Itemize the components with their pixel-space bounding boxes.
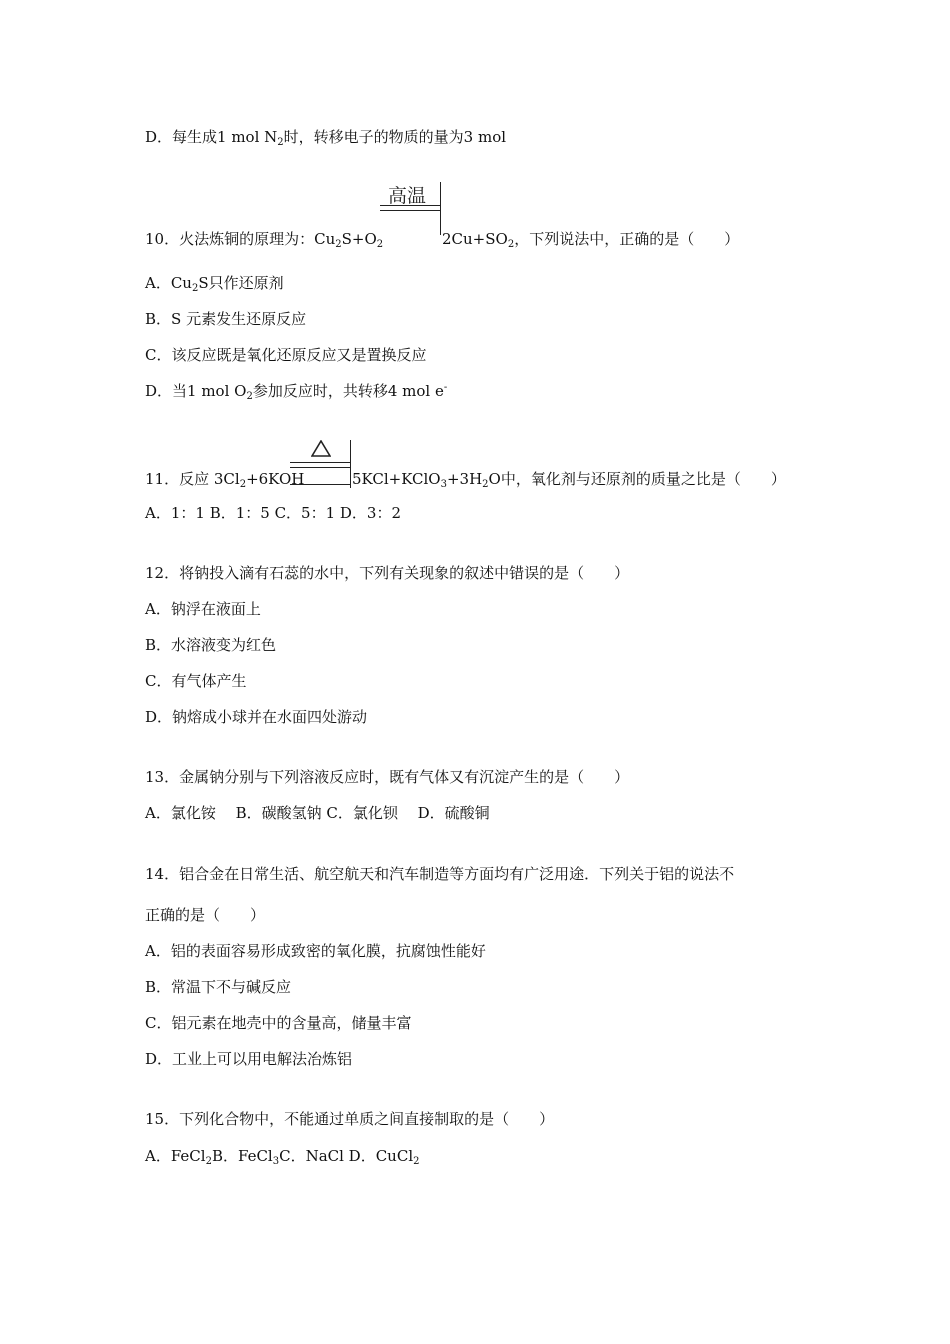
q11-stem: [145, 469, 304, 489]
subscript: 2: [277, 137, 284, 148]
subscript: 2: [205, 1156, 212, 1167]
q15-option-b: B．FeCl: [211, 1147, 273, 1165]
q11-condition-line-upper: [290, 462, 350, 463]
q12-option-a: A．钠浮在液面上: [145, 600, 261, 618]
q10-stem-text-b: S+O: [341, 230, 377, 248]
q10-option-d: [145, 381, 447, 401]
subscript: 2: [191, 283, 199, 294]
q10-stem-text-d: ，下列说法中，正确的是（ ）: [514, 230, 740, 248]
q14-option-a: A．铝的表面容易形成致密的氧化膜，抗腐蚀性能好: [145, 942, 486, 960]
q11-stem-products: [352, 469, 786, 489]
q11-options: A．1：1 B．1：5 C．5：1 D．3：2: [145, 504, 402, 522]
subscript: 3: [272, 1156, 280, 1167]
q14-option-b: B．常温下不与碱反应: [145, 978, 292, 996]
subscript: 2: [482, 479, 489, 490]
subscript: 2: [335, 239, 342, 250]
q13-stem: 13．金属钠分别与下列溶液反应时，既有气体又有沉淀产生的是（ ）: [145, 768, 630, 786]
q10-option-a-text-end: S只作还原剂: [198, 274, 284, 292]
q10-stem-text: 10．火法炼铜的原理为：Cu: [145, 230, 336, 248]
q9-option-d-text: D．每生成1 mol N: [145, 128, 278, 146]
q11-condition-line-lower: [290, 467, 350, 468]
q14-stem-line1: 14．铝合金在日常生活、航空航天和汽车制造等方面均有广泛用途．下列关于铝的说法不: [145, 865, 735, 883]
q10-condition-divider: [440, 182, 441, 235]
q9-option-d-text-end: 时，转移电子的物质的量为3 mol: [283, 128, 507, 146]
q14-option-d: D．工业上可以用电解法冶炼铝: [145, 1050, 353, 1068]
q10-option-a-text: A．Cu: [145, 274, 192, 292]
q10-option-b: B．S 元素发生还原反应: [145, 310, 307, 328]
subscript: 2: [413, 1156, 420, 1167]
q11-stem-text: 11．反应 3Cl: [145, 470, 240, 488]
q12-stem: 12．将钠投入滴有石蕊的水中，下列有关现象的叙述中错误的是（ ）: [145, 564, 630, 582]
subscript: 2: [507, 239, 515, 250]
q10-stem-products: [442, 229, 739, 249]
q10-stem: [145, 229, 383, 249]
q15-option-a: A．FeCl: [145, 1147, 206, 1165]
q11-stem-text-c: 5KCl+KClO: [352, 470, 441, 488]
q11-stem-text-b: +6KOH: [246, 470, 305, 488]
q10-condition-line-upper: [380, 205, 440, 206]
q14-option-c: C．铝元素在地壳中的含量高，储量丰富: [145, 1014, 412, 1032]
subscript: 2: [239, 479, 247, 490]
q10-condition-line-lower: [380, 210, 440, 211]
q9-option-d: [145, 127, 506, 147]
q12-option-d: D．钠熔成小球并在水面四处游动: [145, 708, 368, 726]
q11-condition-divider: [350, 440, 351, 488]
q15-option-cd: C．NaCl D．CuCl: [279, 1147, 414, 1165]
subscript: 3: [440, 479, 447, 490]
q10-option-a: [145, 273, 284, 293]
q14-stem-line2: 正确的是（ ）: [145, 906, 266, 924]
q13-options: A．氯化铵 B．碳酸氢钠 C．氯化钡 D．硫酸铜: [145, 804, 490, 822]
q12-option-b: B．水溶液变为红色: [145, 636, 277, 654]
q10-option-c: C．该反应既是氧化还原反应又是置换反应: [145, 346, 427, 364]
heat-triangle-icon: [311, 440, 331, 458]
q10-option-d-text: D．当1 mol O: [145, 382, 247, 400]
q10-option-d-text-mid: 参加反应时，共转移4 mol e: [252, 382, 444, 400]
q15-options: [145, 1146, 420, 1166]
q10-stem-text-c: 2Cu+SO: [442, 230, 508, 248]
superscript: -: [443, 382, 448, 393]
q12-option-c: C．有气体产生: [145, 672, 247, 690]
q15-stem: 15．下列化合物中，不能通过单质之间直接制取的是（ ）: [145, 1110, 555, 1128]
subscript: 2: [246, 391, 253, 402]
q11-stem-text-d: +3H: [446, 470, 483, 488]
q10-condition-label: 高温: [388, 185, 427, 207]
q11-stem-text-e: O中，氧化剂与还原剂的质量之比是（ ）: [488, 470, 786, 488]
subscript: 2: [376, 239, 384, 250]
